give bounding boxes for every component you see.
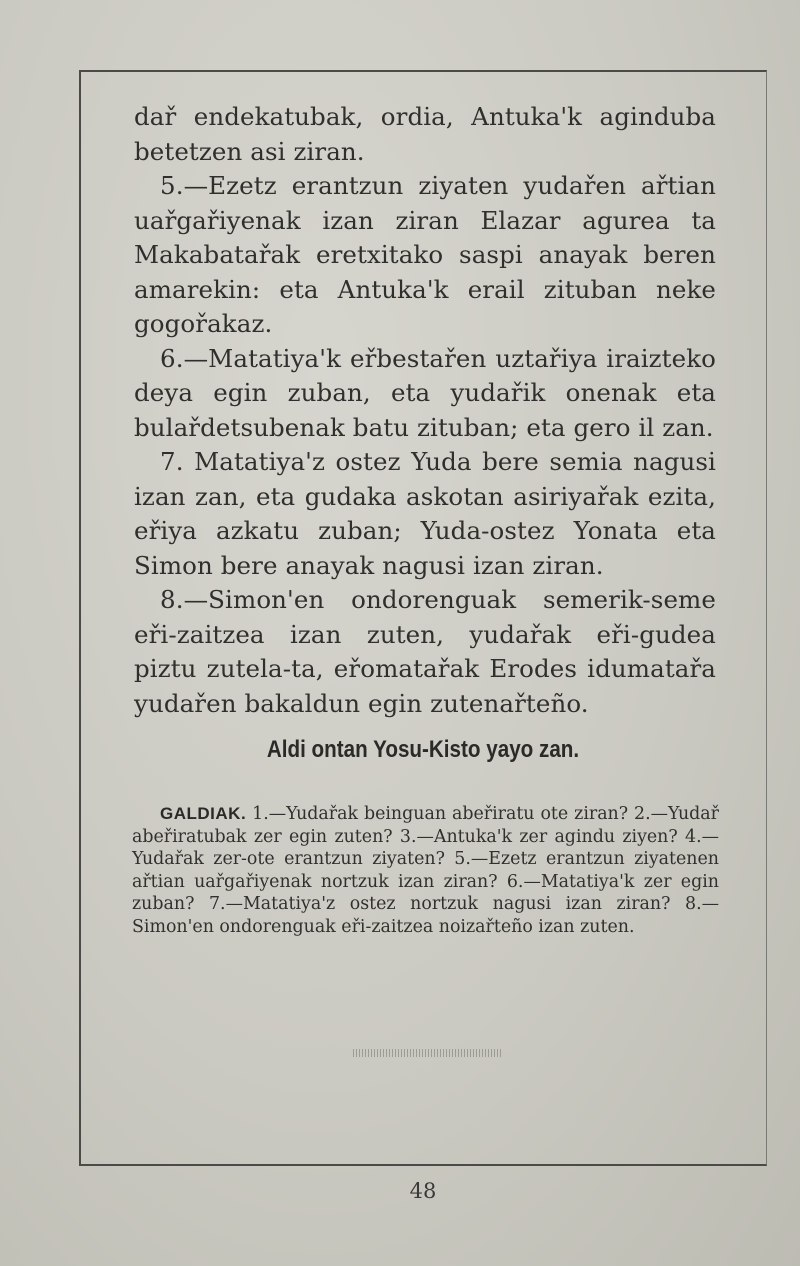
- questions-text: 1.—Yudařak beinguan abeřiratu ote ziran? 2.—Yudař abeřiratubak zer egin zuten? 3.—Antuka'k zer agindu ziyen? 4.—Yudařak zer-ote erantzun ziyaten? 5.—Ezetz erantzun ziyatenen ařtian uařgařiyenak nortzuk izan ziran? 6.—Matatiya'k zer egin zuban? 7.—Matatiya'z ostez nortzuk nagusi izan ziran? 8.—Simon'en ondorenguak eři-zaitzea noizařteño izan zuten.: [132, 804, 719, 937]
- paragraph-6: 6.—Matatiya'k eřbestařen uztařiya iraizteko deya egin zuban, eta yudařik onenak eta bulařdetsubenak batu zituban; eta gero il zan.: [134, 343, 716, 442]
- paragraph-7: 7. Matatiya'z ostez Yuda bere semia nagusi izan zan, eta gudaka askotan asiriyařak ezita, eřiya azkatu zuban; Yuda-ostez Yonata eta Simon bere anayak nagusi izan ziran.: [134, 447, 716, 580]
- page-number: 48: [409, 1179, 437, 1203]
- paragraph-8: 8.—Simon'en ondorenguak semerik-seme eři-zaitzea izan zuten, yudařak eři-gudea piztu zutela-ta, eřomatařak Erodes idumatařa yudařen bakaldun egin zutenařteño.: [134, 585, 716, 718]
- main-text: [134, 100, 716, 721]
- paragraph-5: 5.—Ezetz erantzun ziyaten yudařen ařtian uařgařiyenak izan ziran Elazar agurea ta Makabatařak eretxitako saspi anayak beren amarekin: eta Antuka'k erail zituban neke gogořakaz.: [134, 171, 716, 338]
- questions-block: [132, 803, 719, 939]
- paragraph-continuation: dař endekatubak, ordia, Antuka'k aginduba betetzen asi ziran.: [134, 102, 716, 166]
- decorative-rule: [353, 1049, 503, 1057]
- section-heading: Aldi ontan Yosu-Kisto yayo zan.: [266, 736, 580, 763]
- questions-label: GALDIAK.: [160, 804, 247, 823]
